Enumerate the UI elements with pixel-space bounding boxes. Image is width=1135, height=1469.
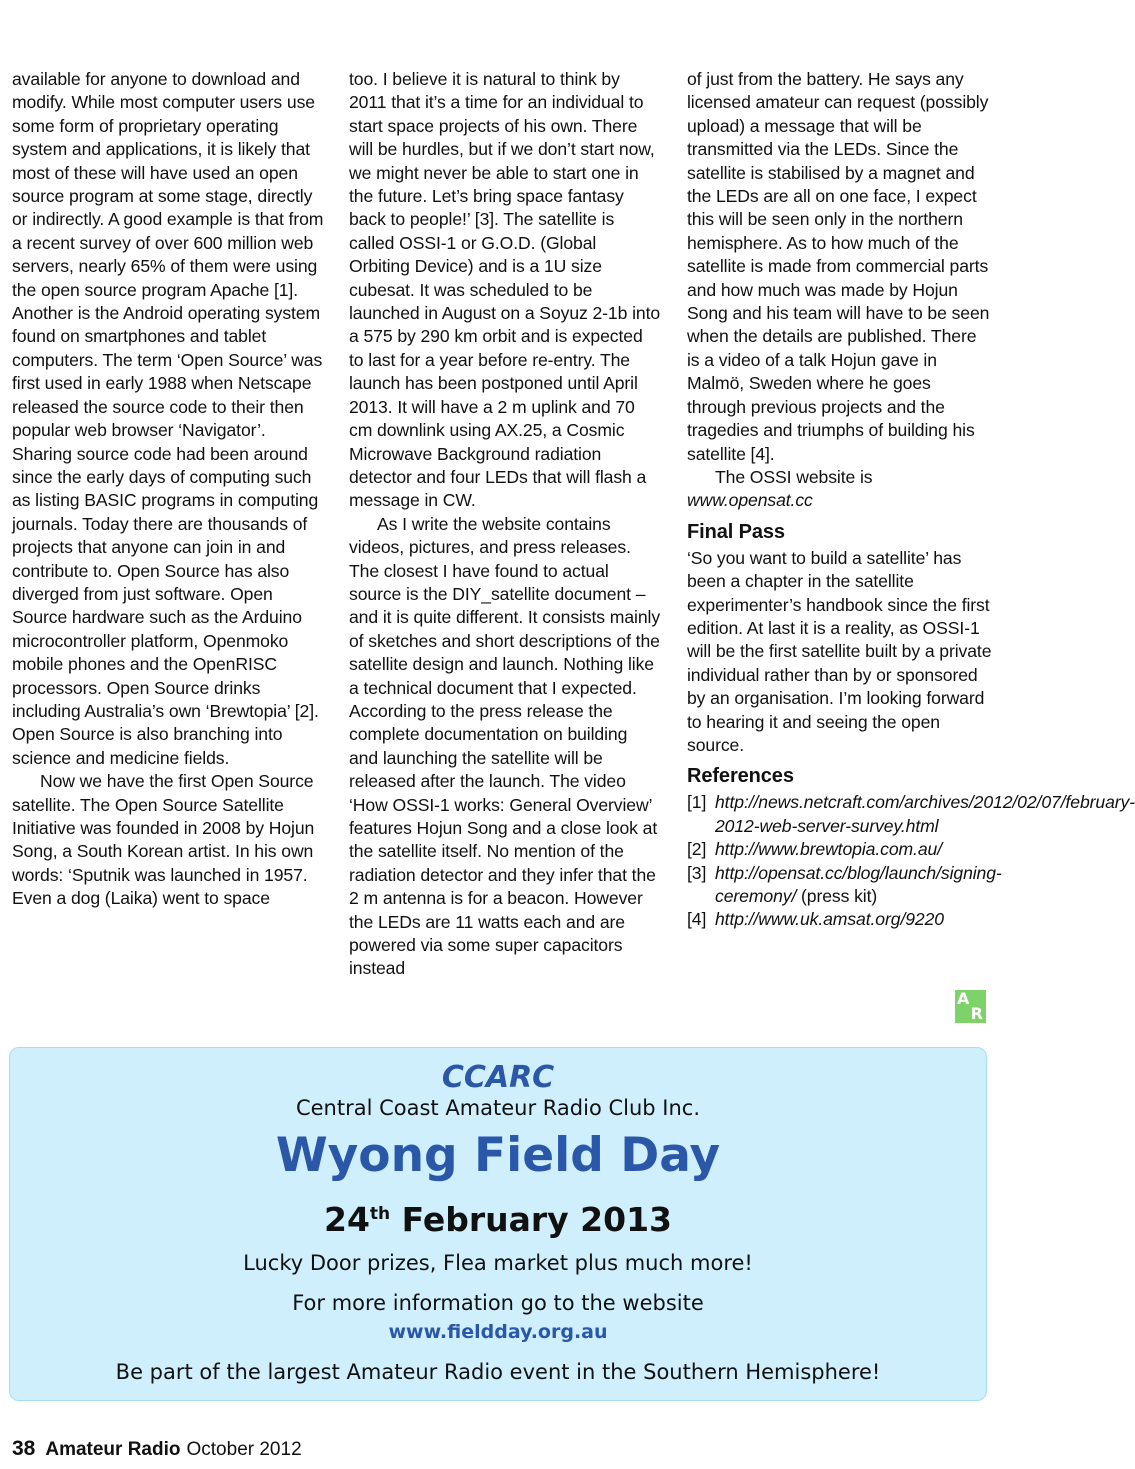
- reference-link[interactable]: http://www.uk.amsat.org/9220: [715, 909, 944, 930]
- ad-event-title: Wyong Field Day: [275, 1128, 721, 1183]
- article-column-2: [349, 68, 661, 981]
- reference-item: [687, 862, 1002, 909]
- reference-body: [715, 908, 944, 931]
- reference-number: [1]: [687, 792, 707, 813]
- paragraph: too. I believe it is natural to think by 2011 that it’s a time for an individual to start space projects of his own. There will be hurdles, but if we don’t start now, we might never be able to start one in the future. Let’s bring space fantasy back to people!’ [3]. The satellite is called OSSI-1 or G.O.D. (Global Orbiting Device) and is a 1U size cubesat. It was scheduled to be launched in August on a Soyuz 2-1b into a 575 by 290 km orbit and is expected to last for a year before re-entry. The launch has been postponed until April 2013. It will have a 2 m uplink and 70 cm downlink using AX.25, a Cosmic Microwave Background radiation detector and four LEDs that will flash a message in CW.: [349, 69, 661, 511]
- paragraph: Now we have the first Open Source satellite. The Open Source Satellite Initiative was founded in 2008 by Hojun Song, a South Korean artist. In his own words: ‘Sputnik was launched in 1957. Even a dog (Laika) went to space: [12, 771, 315, 909]
- end-of-article-logo: [955, 990, 986, 1023]
- ad-date-month-year: February 2013: [390, 1200, 673, 1239]
- reference-number: [3]: [687, 862, 707, 883]
- ossi-website-paragraph: [687, 466, 992, 513]
- reference-link[interactable]: http://www.brewtopia.com.au/: [715, 839, 943, 860]
- ad-club-name: Central Coast Amateur Radio Club Inc.: [295, 1096, 701, 1120]
- reference-number: [4]: [687, 909, 707, 930]
- reference-list: [687, 791, 1135, 931]
- heading-final-pass: Final Pass: [687, 520, 785, 543]
- logo-letter-r: R: [970, 1004, 983, 1023]
- issue-date: October 2012: [186, 1439, 302, 1460]
- reference-note: (press kit): [796, 886, 878, 906]
- reference-body: [715, 791, 1135, 838]
- ossi-website-lead: The OSSI website is: [715, 466, 873, 487]
- reference-item: [687, 791, 1135, 838]
- page-number: 38: [12, 1437, 36, 1460]
- advertisement-box: [9, 1047, 987, 1401]
- logo-letter-a: A: [957, 989, 970, 1008]
- reference-item: [687, 908, 992, 931]
- reference-number: [2]: [687, 839, 707, 860]
- ad-club-abbreviation: CCARC: [441, 1060, 555, 1095]
- ad-info-text: For more information go to the website: [292, 1291, 704, 1315]
- article-column-3: [687, 68, 1135, 932]
- paragraph: ‘So you want to build a satellite’ has been a chapter in the satellite experimenter’s handbook since the first edition. At last it is a reality, as OSSI-1 will be the first satellite built by a private individual rather than by or sponsored by an organisation. I’m looking forward to hearing it and seeing the open source.: [687, 547, 992, 755]
- reference-item: [687, 838, 992, 861]
- article-column-1: [12, 68, 324, 911]
- ad-tagline: Be part of the largest Amateur Radio event in the Southern Hemisphere!: [115, 1360, 881, 1384]
- magazine-name: Amateur Radio: [45, 1439, 181, 1460]
- ad-website-link[interactable]: www.fieldday.org.au: [388, 1321, 608, 1343]
- page-footer: [12, 1437, 302, 1461]
- ad-prizes-text: Lucky Door prizes, Flea market plus much more!: [243, 1251, 753, 1275]
- paragraph: of just from the battery. He says any licensed amateur can request (possibly upload) a message that will be transmitted via the LEDs. Since the satellite is stabilised by a magnet and the LEDs are all on one face, I expect this will be seen only in the northern hemisphere. As to how much of the satellite is made from commercial parts and how much was made by Hojun Song and his team will have to be seen when the details are published. There is a video of a talk Hojun gave in Malmö, Sweden where he goes through previous projects and the tragedies and triumphs of building his satellite [4].: [687, 69, 990, 464]
- ad-date-day: 24: [323, 1200, 370, 1239]
- reference-link[interactable]: http://opensat.cc/blog/launch/signing-ceremony/: [715, 862, 1002, 906]
- reference-link[interactable]: http://news.netcraft.com/archives/2012/02/07/february-2012-web-server-survey.html: [715, 792, 1135, 836]
- ad-date-suffix: th: [369, 1204, 391, 1224]
- paragraph: available for anyone to download and modify. While most computer users use some form of proprietary operating system and applications, it is likely that most of these will have used an open source program at some stage, directly or indirectly. A good example is that from a recent survey of over 600 million web servers, nearly 65% of them were using the open source program Apache [1]. Another is the Android operating system found on smartphones and tablet computers. The term ‘Open Source’ was first used in early 1988 when Netscape released the source code to their then popular web browser ‘Navigator’. Sharing source code had been around since the early days of computing such as listing BASIC programs in computing journals. Today there are thousands of projects that anyone can join in and contribute to. Open Source has also diverged from just software. Open Source hardware such as the Arduino microcontroller platform, Openmoko mobile phones and the OpenRISC processors. Open Source drinks including Australia’s own ‘Brewtopia’ [2]. Open Source is also branching into science and medicine fields.: [12, 69, 324, 768]
- ad-event-date: [10, 1200, 986, 1239]
- reference-body: [715, 838, 942, 861]
- heading-references: References: [687, 765, 794, 788]
- ossi-website-link[interactable]: www.opensat.cc: [687, 490, 813, 511]
- paragraph: As I write the website contains videos, pictures, and press releases. The closest I have found to actual source is the DIY_satellite document – and it is quite different. It consists mainly of sketches and short descriptions of the satellite design and launch. Nothing like a technical document that I expected. According to the press release the complete documentation on building and launching the satellite will be released after the launch. The video ‘How OSSI-1 works: General Overview’ features Hojun Song and a close look at the satellite itself. No mention of the radiation detector and they infer that the 2 m antenna is for a beacon. However the LEDs are 11 watts each and are powered via some super capacitors instead: [349, 513, 661, 979]
- reference-body: [715, 862, 1002, 909]
